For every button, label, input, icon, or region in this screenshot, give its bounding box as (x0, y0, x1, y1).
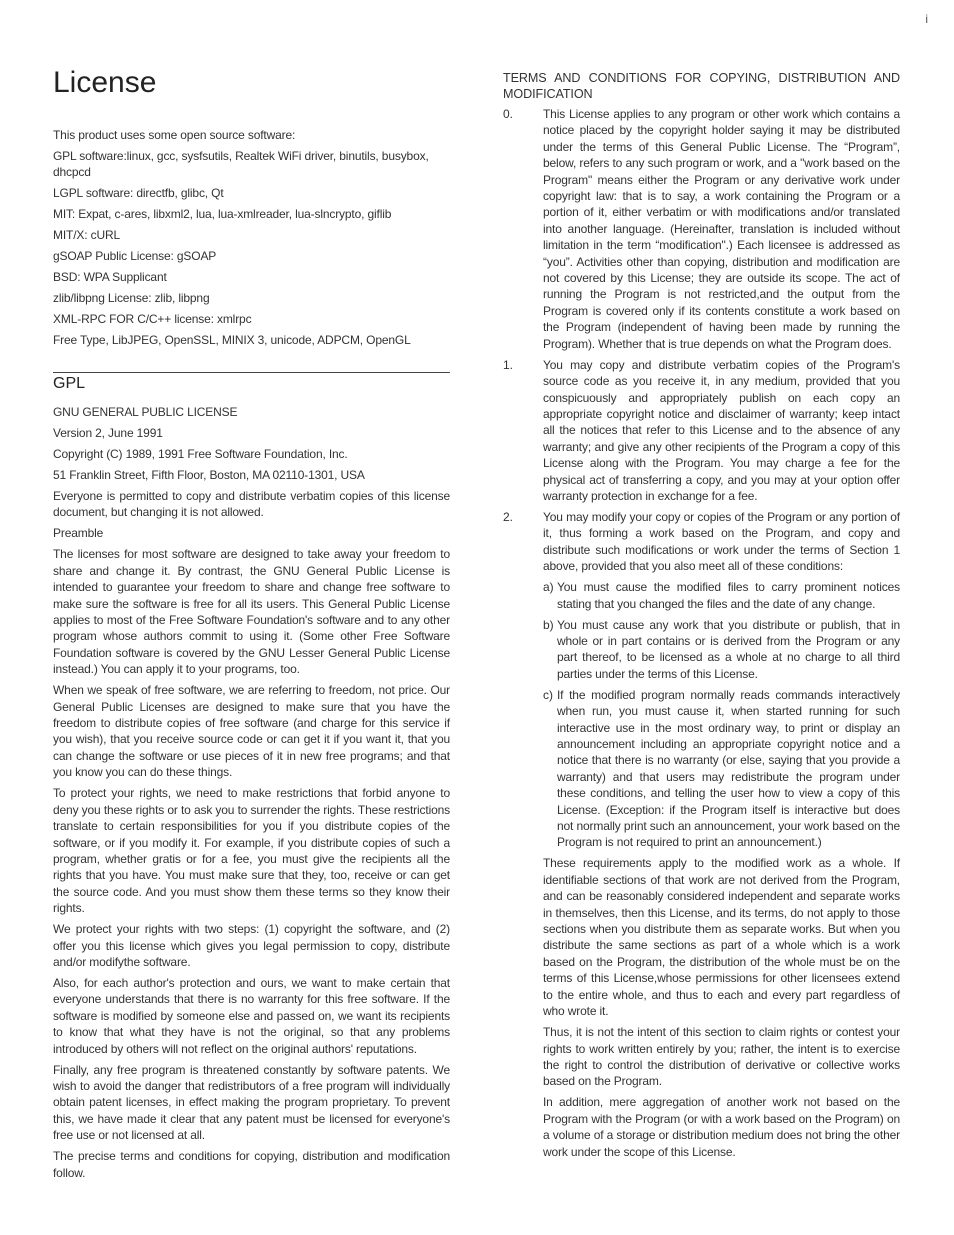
sub-item-text: You must cause any work that you distribute or publish, that in whole or in part contains or is derived from the Program or any part thereof, to be licensed as a whole at no charge to all third parties under the terms of this License. (557, 617, 900, 681)
item-text: You may modify your copy or copies of the Program or any portion of it, thus forming a work based on the Program, and copy and distribute such modifications or work under the terms of Section 1 above, provided that you also meet all of these conditions: (543, 509, 900, 574)
open-source-zlib: zlib/libpng License: zlib, libpng (53, 291, 210, 306)
gpl-title: GNU GENERAL PUBLIC LICENSE (53, 405, 238, 419)
gpl-preamble-heading: Preamble (53, 526, 104, 541)
item-number: 0. (503, 107, 514, 121)
gpl-permission: Everyone is permitted to copy and distribute verbatim copies of this license document, but changing it is not allowed. (53, 489, 450, 520)
open-source-list (53, 127, 450, 353)
gpl-preamble-paragraph: The precise terms and conditions for copying, distribution and modification follow. (53, 1149, 450, 1180)
gpl-body (53, 404, 450, 1186)
terms-item-2 (503, 509, 900, 1160)
section-divider (53, 372, 450, 373)
sub-item-letter: a) (543, 580, 554, 595)
open-source-lgpl: LGPL software: directfb, glibc, Qt (53, 186, 224, 201)
sub-item-b (543, 617, 900, 683)
page-number: i (925, 12, 928, 26)
page-title: License (53, 66, 157, 99)
sub-item-text: You must cause the modified files to carry prominent notices stating that you changed the files and the date of any change. (557, 580, 900, 611)
open-source-gsoap: gSOAP Public License: gSOAP (53, 249, 217, 264)
gpl-copyright: Copyright (C) 1989, 1991 Free Software Foundation, Inc. (53, 447, 348, 461)
sub-item-text: If the modified program normally reads commands interactively when run, you must cause it, when started running for such interactive use in the most ordinary way, to print or display an announcement including an appropriate copyright notice and a notice that there is no warranty (or else, saying that you provide a warranty) and that users may redistribute the program under these conditions, and telling the user how to view a copy of this License. (Exception: if the Program itself is interactive but does not normally print such an announcement, your work based on the Program is not required to print an announcement.) (557, 687, 900, 850)
item-number: 2. (503, 509, 514, 524)
open-source-gpl: GPL software:linux, gcc, sysfsutils, Realtek WiFi driver, binutils, busybox, dhcpcd (53, 149, 429, 180)
open-source-mit: MIT: Expat, c-ares, libxml2, lua, lua-xmlreader, lua-slncrypto, giflib (53, 207, 392, 222)
open-source-xmlrpc: XML-RPC FOR C/C++ license: xmlrpc (53, 312, 252, 327)
open-source-bsd: BSD: WPA Supplicant (53, 270, 167, 285)
sub-item-a (543, 579, 900, 612)
sub-item-letter: b) (543, 617, 554, 632)
open-source-mitx: MIT/X: cURL (53, 228, 121, 243)
gpl-preamble-paragraph: The licenses for most software are designed to take away your freedom to share and change it. By contrast, the GNU General Public License is intended to guarantee your freedom to share and change free software to make sure the software is free for all its users. This General Public License applies to most of the Free Software Foundation's software and to any other program whose authors commit to using it. (Some other Free Software Foundation software is covered by the GNU Lesser General Public License instead.) You can apply it to your programs, too. (53, 547, 450, 677)
gpl-preamble-paragraph: Also, for each author's protection and ours, we want to make certain that everyone understands that there is no warranty for this free software. If the software is modified by someone else and passed on, we want its recipients to know that what they have is not the original, so that any problems introduced by others will not reflect on the original authors' reputations. (53, 975, 450, 1056)
gpl-version: Version 2, June 1991 (53, 426, 163, 440)
sub-item-letter: c) (543, 687, 553, 702)
item-continuation: Thus, it is not the intent of this section to claim rights or contest your rights to work written entirely by you; rather, the intent is to exercise the right to control the distribution of derivative or collective works based on the Program. (543, 1025, 900, 1089)
item-continuation: These requirements apply to the modified work as a whole. If identifiable sections of that work are not derived from the Program, and can be reasonably considered independent and separate works in themselves, then this License, and its terms, do not apply to those sections when you distribute them as separate works. But when you distribute the same sections as part of a whole which is a work based on the Program, the distribution of the whole must be on the terms of this License,whose permissions for other licensees extend to the entire whole, and thus to each and every part regardless of who wrote it. (543, 856, 900, 1019)
gpl-address: 51 Franklin Street, Fifth Floor, Boston, MA 02110-1301, USA (53, 468, 365, 482)
item-number: 1. (503, 357, 514, 372)
gpl-preamble-paragraph: When we speak of free software, we are referring to freedom, not price. Our General Public Licenses are designed to make sure that you have the freedom to distribute copies of free software (and charge for this service if you wish), that you receive source code or can get it if you want it, that you can change the software or use pieces of it in new free programs; and that you know you can do these things. (53, 683, 450, 780)
gpl-preamble-paragraph: We protect your rights with two steps: (1) copyright the software, and (2) offer you this license which gives you legal permission to copy, distribute and/or modifythe software. (53, 922, 450, 969)
terms-item-1 (503, 357, 900, 505)
item-text: This License applies to any program or other work which contains a notice placed by the copyright holder saying it may be distributed under the terms of this General Public License. The “Program”, below, refers to any such program or work, and a "work based on the Program" means either the Program or any derivative work under copyright law: that is to say, a work containing the Program or a portion of it, either verbatim or with modifications and/or translated into another language. (Hereinafter, translation is included without limitation in the term “modification".) Each licensee is addressed as “you”. Activities other than copying, distribution and modification are not covered by this License; they are outside its scope. The act of running the Program is not restricted,and the output from the Program is covered only if its contents constitute a work based on the Program (independent of having been made by running the Program). Whether that is true depends on what the Program does. (543, 107, 900, 351)
sub-item-c (543, 687, 900, 851)
gpl-preamble-paragraph: Finally, any free program is threatened constantly by software patents. We wish to avoid the danger that redistributors of a free program will individually obtain patent licenses, in effect making the program proprietary. To prevent this, we have made it clear that any patent must be licensed for everyone's free use or not licensed at all. (53, 1062, 450, 1143)
terms-heading: TERMS AND CONDITIONS FOR COPYING, DISTRIBUTION AND MODIFICATION (503, 71, 900, 101)
item-text: You may copy and distribute verbatim copies of the Program's source code as you receive it, in any medium, provided that you conspicuously and appropriately publish on each copy an appropriate copyright notice and disclaimer of warranty; keep intact all the notices that refer to this License and to the absence of any warranty; and give any other recipients of the Program a copy of this License along with the Program. You may charge a fee for the physical act of transferring a copy, and you may at your option offer warranty protection in exchange for a fee. (543, 357, 900, 503)
open-source-intro: This product uses some open source software: (53, 128, 296, 142)
open-source-other: Free Type, LibJPEG, OpenSSL, MINIX 3, unicode, ADPCM, OpenGL (53, 333, 411, 348)
gpl-heading: GPL (53, 375, 86, 392)
terms-item-0 (503, 106, 900, 352)
terms-section (503, 70, 900, 1165)
gpl-preamble-paragraph: To protect your rights, we need to make restrictions that forbid anyone to deny you these rights or to ask you to surrender the rights. These restrictions translate to certain responsibilities for you if you distribute copies of the software, or if you modify it. For example, if you distribute copies of such a program, whether gratis or for a fee, you must give the recipients all the rights that you have. You must make sure that they, too, receive or can get the source code. And you must show them these terms so they know their rights. (53, 786, 450, 916)
item-continuation: In addition, mere aggregation of another work not based on the Program with the Program (or with a work based on the Program) on a volume of a storage or distribution medium does not bring the other work under the scope of this License. (543, 1095, 900, 1159)
